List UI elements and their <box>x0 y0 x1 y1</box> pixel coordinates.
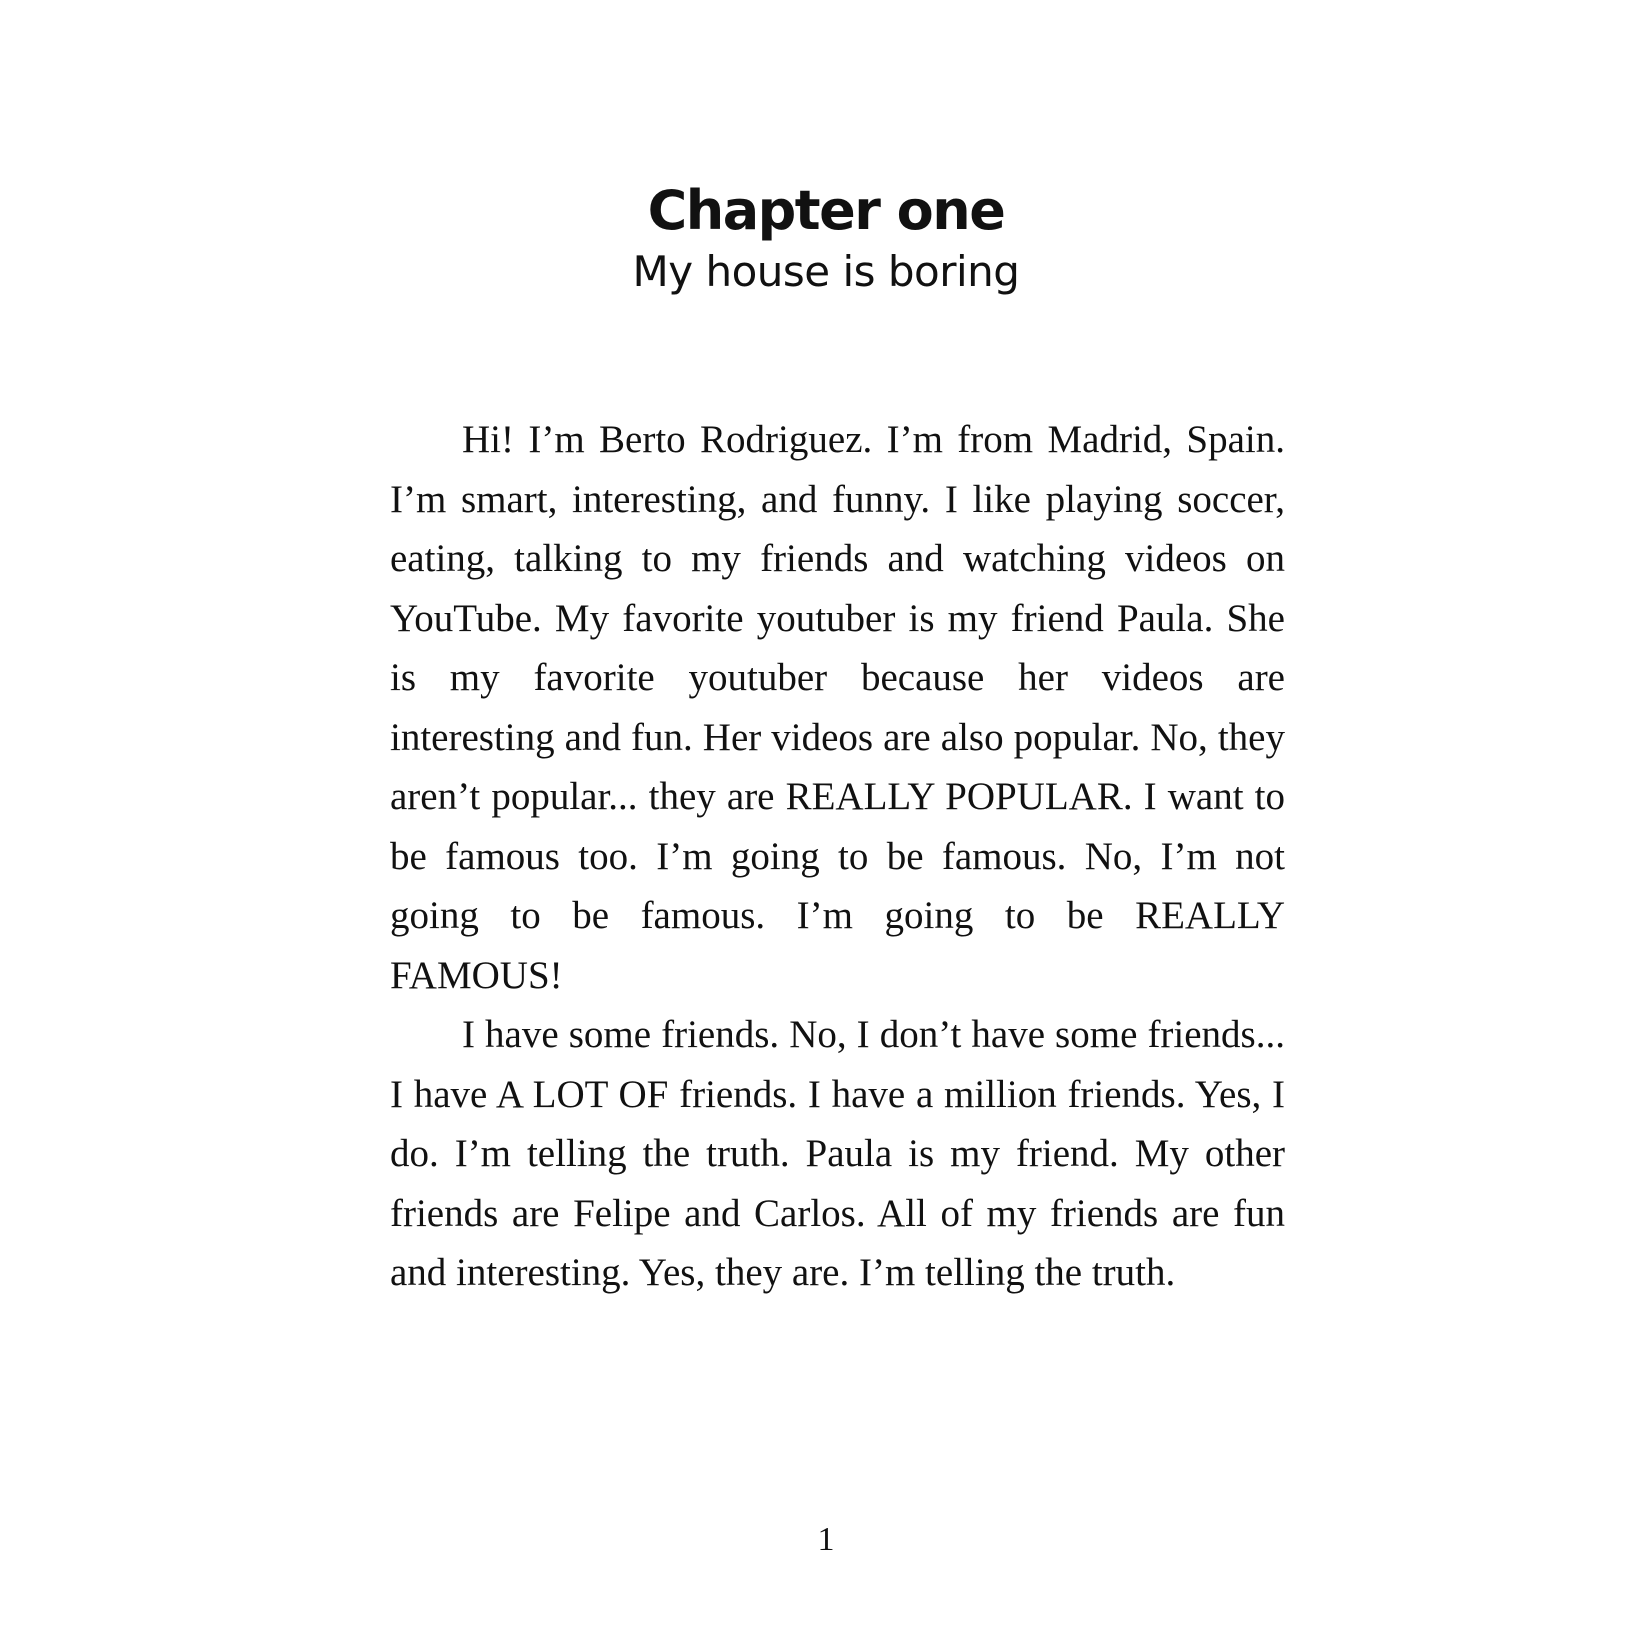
chapter-body <box>390 410 1285 1303</box>
chapter-title: Chapter one <box>647 179 1005 242</box>
page-number: 1 <box>817 1521 835 1558</box>
chapter-subtitle: My house is boring <box>632 247 1020 296</box>
paragraph: I have some friends. No, I don’t have some friends... I have A LOT OF friends. I have a million friends. Yes, I do. I’m telling the truth. Paula is my friend. My other friends are Felipe and Carlos. All of my friends are fun and interesting. Yes, they are. I’m telling the truth. <box>390 1013 1285 1294</box>
paragraph: Hi! I’m Berto Rodriguez. I’m from Madrid, Spain. I’m smart, interesting, and funny. I like playing soccer, eating, talking to my friends and watching videos on YouTube. My favorite youtuber is my friend Paula. She is my favorite youtuber because her videos are interesting and fun. Her videos are also popular. No, they aren’t popular... they are REALLY POPULAR. I want to be famous too. I’m going to be famous. No, I’m not going to be famous. I’m going to be REALLY FAMOUS! <box>390 418 1285 997</box>
